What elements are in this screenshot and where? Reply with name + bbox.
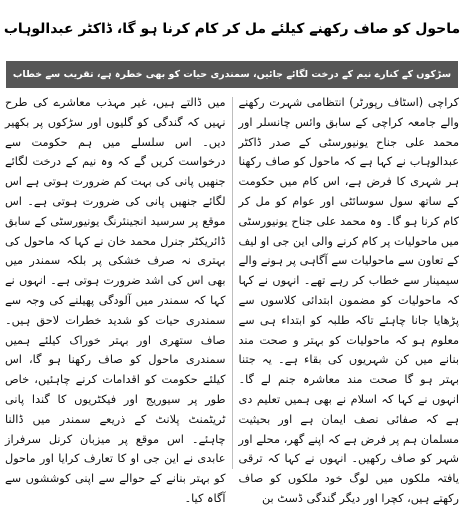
headline: ماحول کو صاف رکھنے کیلئے مل کر کام کرنا ہو گا، ڈاکٹر عبدالوہاب — [3, 21, 461, 37]
subheadline-banner: سڑکوں کے کنارے نیم کے درخت لگائے جائیں، سمندری حیات کو بھی خطرہ ہے، تقریب سے خطاب — [6, 61, 458, 88]
article-body — [5, 93, 459, 505]
column-text: میں ڈالتے ہیں، غیر مہذب معاشرے کی طرح نہیں کہ گندگی کو گلیوں اور سڑکوں پر بکھیر دیں۔ اس سلسلے میں ہم حکومت سے درخواست کریں گے کہ وہ نیم کے درخت لگائے جنھیں پانی کی بہت کم ضرورت ہوتی ہے اس لگائے جنھیں پانی کی ضرورت ہوتی ہے۔ اس موقع پر سرسید انجینئرنگ یونیورسٹی کے سابق ڈائریکٹر جنرل محمد خان نے کہا کہ ماحول کی بہتری نہ صرف خشکی پر بلکہ سمندر میں بھی اس کی اشد ضرورت ہوتی ہے۔ انہوں نے کہا کہ سمندر میں آلودگی پھیلنے کی وجہ سے سمندری حیات کو شدید خطرات لاحق ہیں۔ صاف ستھری اور بہتر خوراک کیلئے ہمیں سمندری ماحول کو صاف رکھنا ہو گا، اس کیلئے حکومت کو اقدامات کرنے چاہئیں، خاص طور پر سیوریج اور فیکٹریوں کا گندا پانی ٹریٹمنٹ پلانٹ کے ذریعے سمندر میں ڈالنا چاہئے۔ اس موقع پر میزبان کرنل سرفراز عابدی نے این جی او کا تعارف کرایا اور ماحول کو بہتر بنانے کے حوالے سے اپنی کوششوں سے آگاہ کیا۔ — [5, 96, 226, 505]
article-column-right — [238, 93, 460, 505]
column-text: کراچی (اسٹاف رپورٹر) انتظامی شہرت رکھنے والے جامعہ کراچی کے سابق وائس چانسلر اور محمد علی جناح یونیورسٹی کے صدر ڈاکٹر عبدالوہاب نے کہا ہے کہ ماحول کو صاف رکھنا ہر شہری کا فرض ہے، اس کام میں حکومت کے ساتھ سول سوسائٹی اور عوام کو مل کر کام کرنا ہو گا۔ وہ محمد علی جناح یونیورسٹی میں ماحولیات پر کام کرنے والی این جی او لیف کے تعاون سے ماحولیات سے آگاہی پر ہونے والے سیمینار سے خطاب کر رہے تھے۔ انہوں نے کہا کہ ماحولیات کو مضمون ابتدائی کلاسوں سے پڑھایا جانا چاہئے تاکہ طلبہ کو ابتداء ہی سے معلوم ہو کہ ماحولیات کو بہتر و صحت مند بنانے میں کن شہریوں کی بقاء ہے۔ یہ جتنا بہتر ہو گا صحت مند معاشرہ جنم لے گا۔ انہوں نے کہا کہ اسلام نے بھی ہمیں تعلیم دی ہے کہ صفائی نصف ایمان ہے اور بحیثیت مسلمان ہم پر فرض ہے کہ اپنے گھر، محلے اور شہر کو صاف رکھیں۔ انہوں نے کہا کہ ترقی یافتہ ملکوں میں لوگ خود ملکوں کو صاف رکھتے ہیں، کچرا اور دیگر گندگی ڈسٹ بن — [238, 96, 459, 505]
column-divider — [232, 97, 233, 469]
article-column-left — [5, 93, 226, 505]
